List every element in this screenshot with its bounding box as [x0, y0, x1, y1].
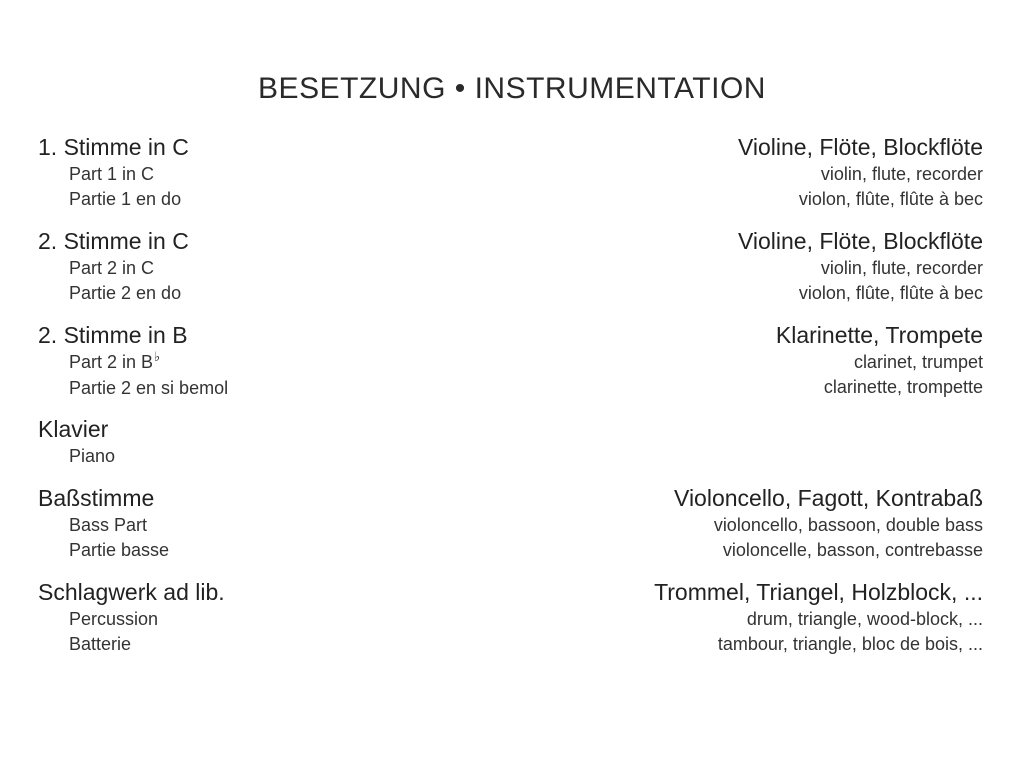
part-entry-6: [38, 577, 498, 671]
part-name-french: Partie 2 en do: [69, 283, 182, 303]
instrument-entry-6: [503, 577, 983, 671]
part-entry-3: [38, 320, 498, 414]
part-name: Schlagwerk ad lib.: [38, 579, 225, 605]
instrument-names-french: violon, flûte, flûte à bec: [798, 283, 983, 303]
instrument-names-english: clarinet, trumpet: [853, 352, 983, 372]
instrument-names-english: drum, triangle, wood-block, ...: [746, 609, 983, 629]
instrument-names-french: violoncelle, basson, contrebasse: [722, 540, 983, 560]
part-name: Baßstimme: [38, 485, 155, 511]
instrument-entry-5: [503, 483, 983, 577]
part-name-french: Partie basse: [69, 540, 170, 560]
instruments-column: [503, 132, 983, 671]
instrument-entry-4-empty: [503, 414, 983, 483]
part-name-english: Bass Part: [69, 515, 148, 535]
parts-column: [38, 132, 498, 671]
instrument-names: Klarinette, Trompete: [775, 322, 983, 348]
part-name: 1. Stimme in C: [38, 134, 189, 160]
part-name-english: Percussion: [69, 609, 159, 629]
part-entry-1: [38, 132, 498, 226]
instrument-names-english: violin, flute, recorder: [820, 164, 983, 184]
part-name: Klavier: [38, 416, 109, 442]
instrument-names-english: violin, flute, recorder: [820, 258, 983, 278]
instrument-entry-3: [503, 320, 983, 414]
part-name: 2. Stimme in C: [38, 228, 189, 254]
instrument-names: Violine, Flöte, Blockflöte: [737, 134, 983, 160]
part-entry-4: [38, 414, 498, 483]
instrument-names: Violine, Flöte, Blockflöte: [737, 228, 983, 254]
flat-sign: ♭: [154, 349, 161, 364]
instrument-names-french: violon, flûte, flûte à bec: [798, 189, 983, 209]
instrument-entry-1: [503, 132, 983, 226]
instrument-names-french: clarinette, trompette: [823, 377, 983, 397]
part-entry-5: [38, 483, 498, 577]
instrument-names: Trommel, Triangel, Holzblock, ...: [654, 579, 983, 605]
part-name-french: Partie 1 en do: [69, 189, 182, 209]
part-name-english: Part 1 in C: [69, 164, 155, 184]
part-name-english: Piano: [69, 446, 116, 466]
instrument-names: Violoncello, Fagott, Kontrabaß: [674, 485, 983, 511]
part-name-english-line: [38, 350, 498, 376]
part-name: 2. Stimme in B: [38, 322, 188, 348]
part-entry-2: [38, 226, 498, 320]
page-title: BESETZUNG • INSTRUMENTATION: [258, 72, 766, 105]
part-name-french: Partie 2 en si bemol: [69, 378, 229, 398]
instrument-names-english: violoncello, bassoon, double bass: [713, 515, 983, 535]
instrument-names-french: tambour, triangle, bloc de bois, ...: [717, 634, 983, 654]
part-name-english: Part 2 in C: [69, 258, 155, 278]
part-name-english: Part 2 in B: [69, 352, 154, 372]
part-name-french: Batterie: [69, 634, 132, 654]
instrument-entry-2: [503, 226, 983, 320]
